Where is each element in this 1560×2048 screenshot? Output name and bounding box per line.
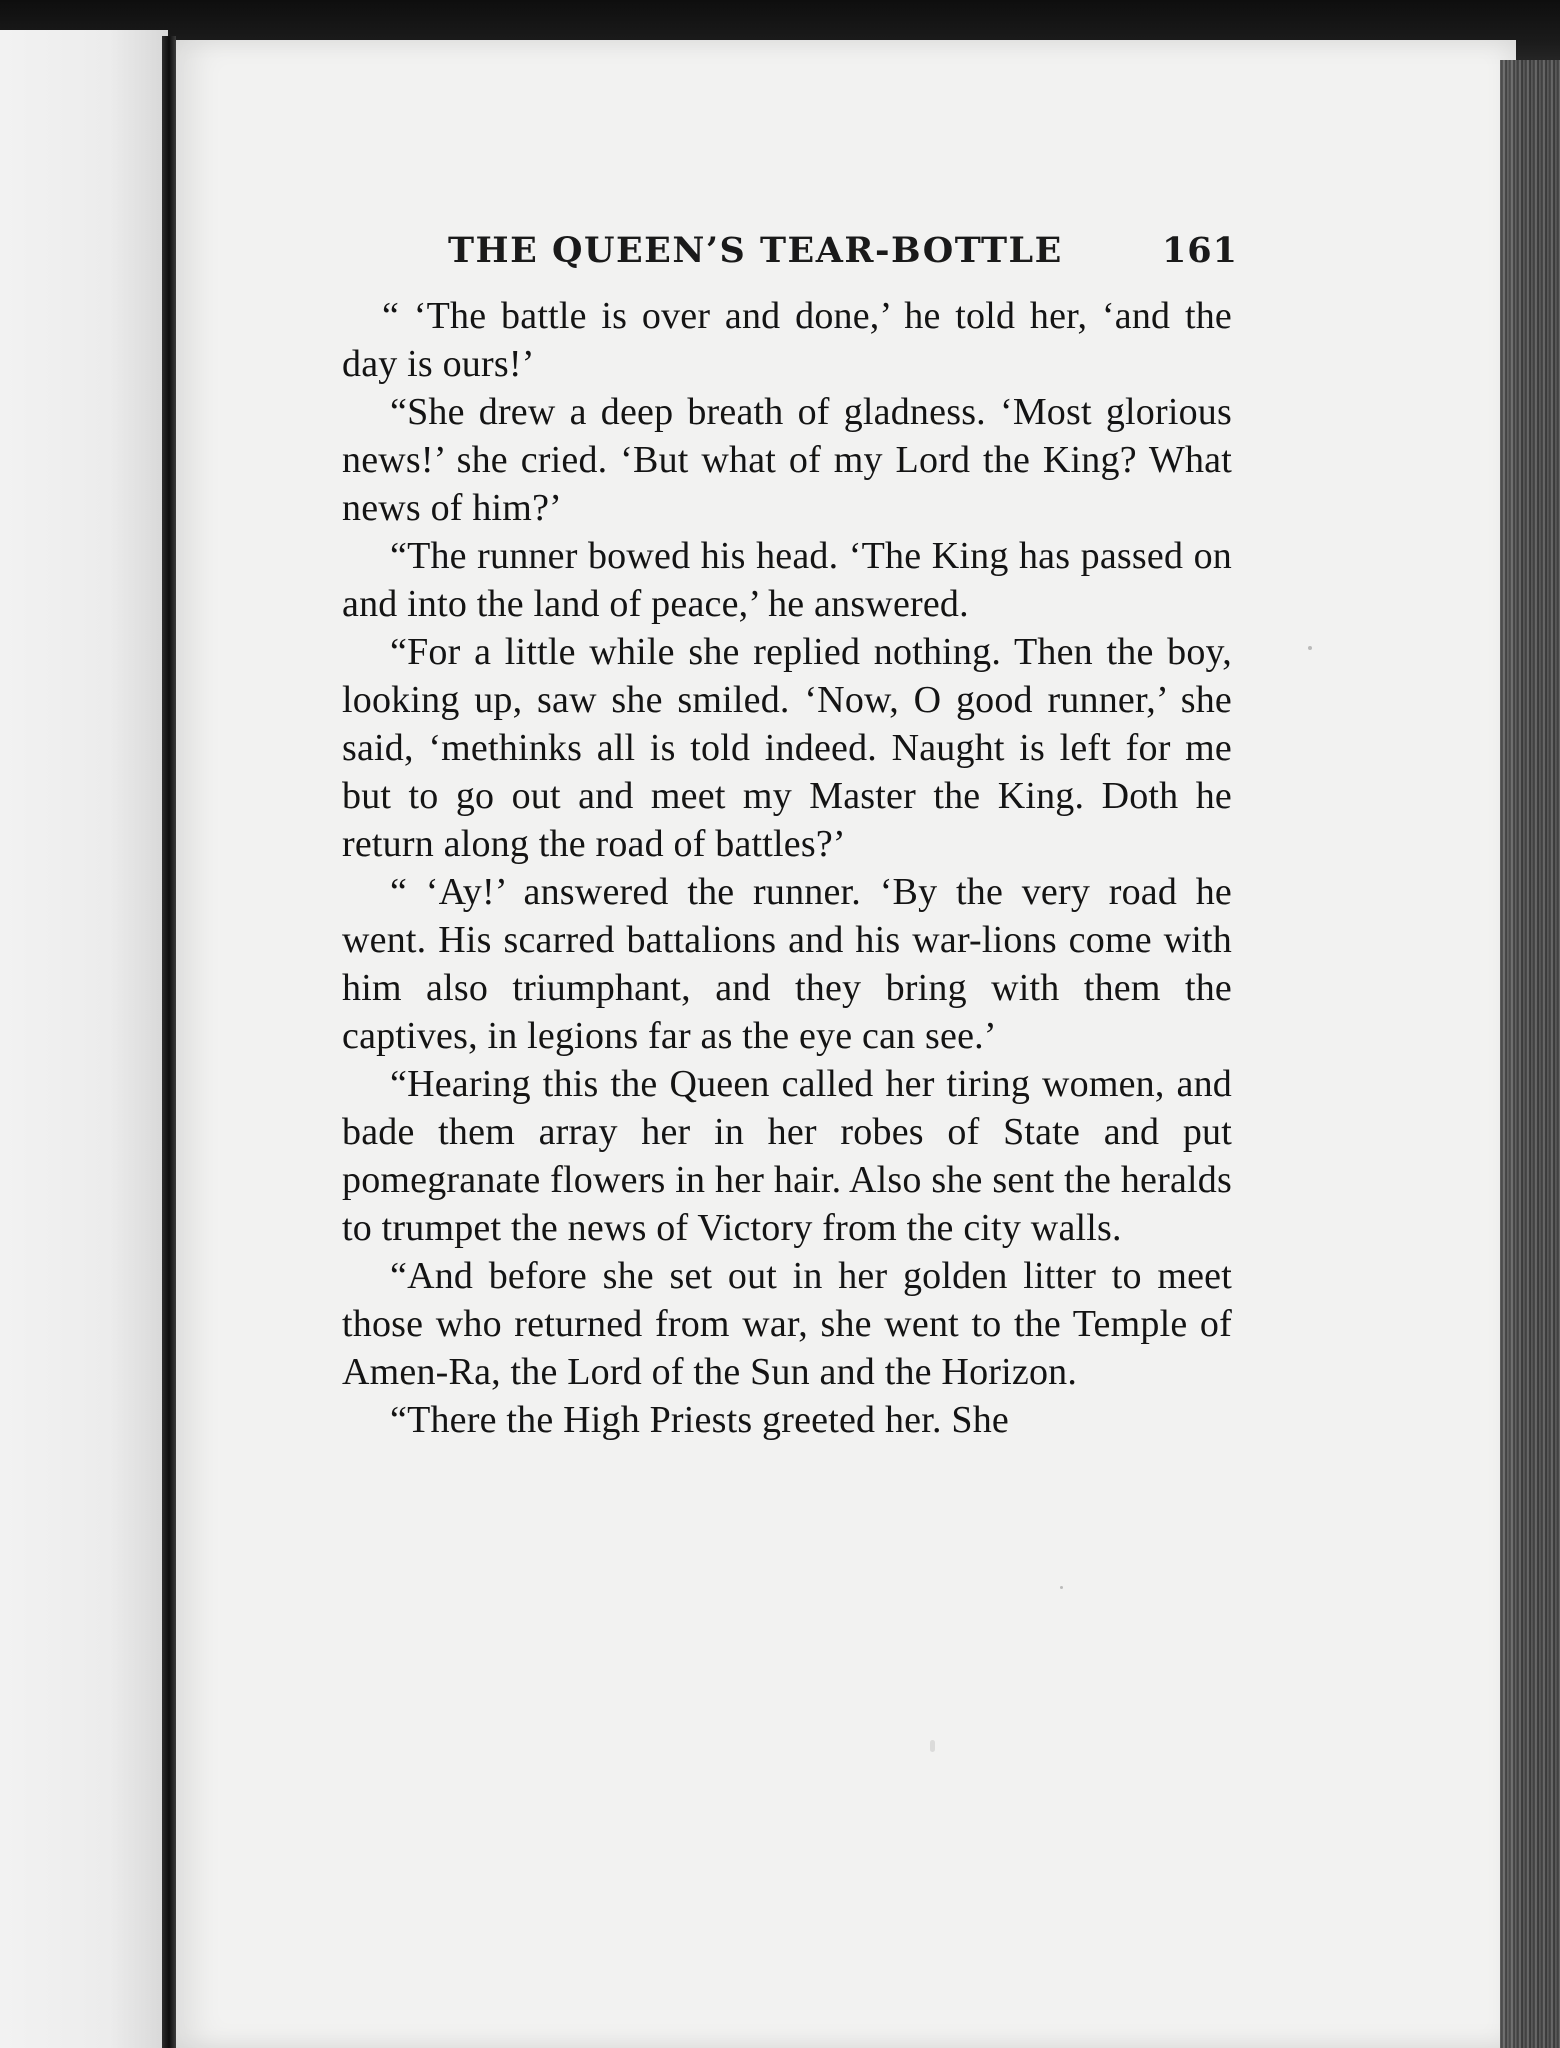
- paragraph-3: “The runner bowed his head. ‘The King has passed on and into the land of peace,’ he answered.: [342, 535, 1232, 625]
- body-text: [342, 292, 1232, 1444]
- paragraph-1: “ ‘The battle is over and done,’ he told her, ‘and the day is ours!’: [342, 295, 1232, 385]
- scan-speck: [1060, 1586, 1063, 1589]
- left-facing-page-edge: [0, 30, 168, 2048]
- paragraph-2: “She drew a deep breath of gladness. ‘Most glorious news!’ she cried. ‘But what of my Lord the King? What news of him?’: [342, 391, 1232, 529]
- chapter-title: THE QUEEN’S TEAR-BOTTLE: [448, 229, 1063, 271]
- paragraph-8: “There the High Priests greeted her. She: [390, 1399, 1009, 1441]
- paragraph-7: “And before she set out in her golden litter to meet those who returned from war, she went to the Temple of Amen-Ra, the Lord of the Sun and the Horizon.: [342, 1255, 1232, 1393]
- scan-speck: [930, 1740, 935, 1752]
- scan-speck: [1308, 646, 1312, 650]
- running-head: [448, 220, 1238, 280]
- book-gutter: [162, 36, 176, 2048]
- page-number: 161: [1161, 229, 1238, 271]
- right-page-stack: [1500, 60, 1560, 2048]
- paragraph-4: “For a little while she replied nothing. Then the boy, looking up, saw she smiled. ‘Now, O good runner,’ she said, ‘methinks all is told indeed. Naught is left for me but to go out and meet my Master the King. Doth he return along the road of battles?’: [342, 631, 1232, 865]
- paragraph-6: “Hearing this the Queen called her tiring women, and bade them array her in her robes of State and put pomegranate flowers in her hair. Also she sent the heralds to trumpet the news of Victory from the city walls.: [342, 1063, 1232, 1249]
- paragraph-5: “ ‘Ay!’ answered the runner. ‘By the very road he went. His scarred battalions and his war-lions come with him also triumphant, and they bring with them the captives, in legions far as the eye can see.’: [342, 871, 1232, 1057]
